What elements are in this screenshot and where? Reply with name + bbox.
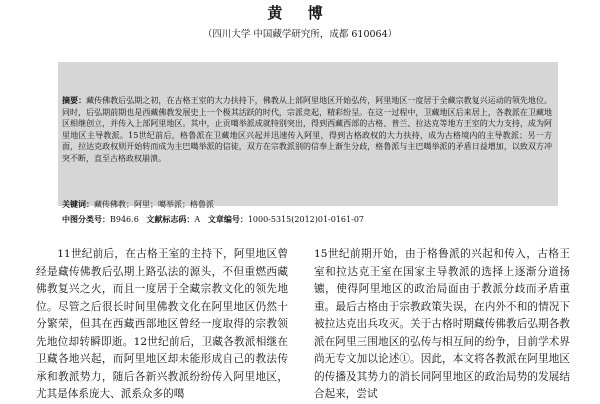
doc-code-value: A — [194, 215, 201, 224]
keywords — [62, 199, 552, 210]
doc-code-label: 文献标志码： — [146, 214, 195, 224]
abstract-text: 藏传佛教后弘期之初，在古格王室的大力扶持下，佛教从上部阿里地区开始弘传，阿里地区一度居于全藏宗教复兴运动的领先地位。同时，后弘期前期也是西藏佛教发展史上一个极其活跃的时代，宗派竞起，精彩纷呈。在这一过程中，卫藏地区后来居上，各教派在卫藏地区相继创立，并传入上部阿里地区。其中，止贡噶举派成就特别突出，得到西藏西部的古格、普兰、拉达克等地方王室的大力支持，成为阿里地区主导教派。15世纪前后，格鲁派在卫藏地区兴起并迅速传入阿里，得到古格政权的大力扶持，成为古格境内的主导教派；另一方面，拉达克政权则开始转而成为主巴噶举派的信徒，双方在宗教派别的信奉上渐生分歧，格鲁派与主巴噶举派的矛盾日益增加，以致双方冲突不断，直至古格政权崩溃。 — [62, 96, 553, 163]
author-name: 黄 博 — [267, 4, 333, 22]
body-column-left — [36, 246, 288, 404]
clc-label: 中图分类号： — [62, 214, 110, 224]
body-column-right — [314, 246, 570, 404]
body-paragraph: 15世纪前期开始，由于格鲁派的兴起和传入，古格王室和拉达克王室在国家主导教派的选择上逐渐分道扬镳，使得阿里地区的政治局面由于教派分歧而矛盾重重。最后古格由于宗教政策失误，在内外不和的情况下被拉达克出兵攻灭。关于古格时期藏传佛教后弘期各教派在阿里三围地区的弘传与相互间的纷争，目前学术界尚无专文加以论述①。因此，本文将各教派在阿里地区的传播及其势力的消长同阿里地区的政治局势的发展结合起来，尝试 — [314, 248, 570, 400]
abstract-label: 摘要： — [62, 95, 87, 105]
article-id-label: 文章编号： — [207, 214, 248, 224]
keywords-label: 关键词： — [62, 199, 94, 209]
article-id-value: 1000-5315(2012)01-0161-07 — [247, 215, 364, 224]
clc-value: B946.6 — [110, 215, 139, 224]
abstract — [62, 95, 552, 165]
classification-line — [62, 214, 552, 225]
keywords-text: 藏传佛教；阿里；噶举派；格鲁派 — [94, 200, 214, 209]
author-affiliation: （四川大学 中国藏学研究所，成都 610064） — [202, 29, 398, 40]
body-paragraph: 11世纪前后，在古格王室的主持下，阿里地区曾经是藏传佛教后弘期上路弘法的源头，不但重燃西藏佛教复兴之火，而且一度居于全藏宗教文化的领先地位。尽管之后很长时间里佛教文化在阿里地区仍然十分繁荣，但其在西藏西部地区曾经一度取得的宗教领先地位却转瞬即逝。12世纪前后，卫藏各教派相继在卫藏各地兴起，而阿里地区却未能形成自己的教法传承和教派势力，随后各新兴教派纷纷传入阿里地区，尤其是体系庞大、派系众多的噶 — [36, 248, 288, 400]
